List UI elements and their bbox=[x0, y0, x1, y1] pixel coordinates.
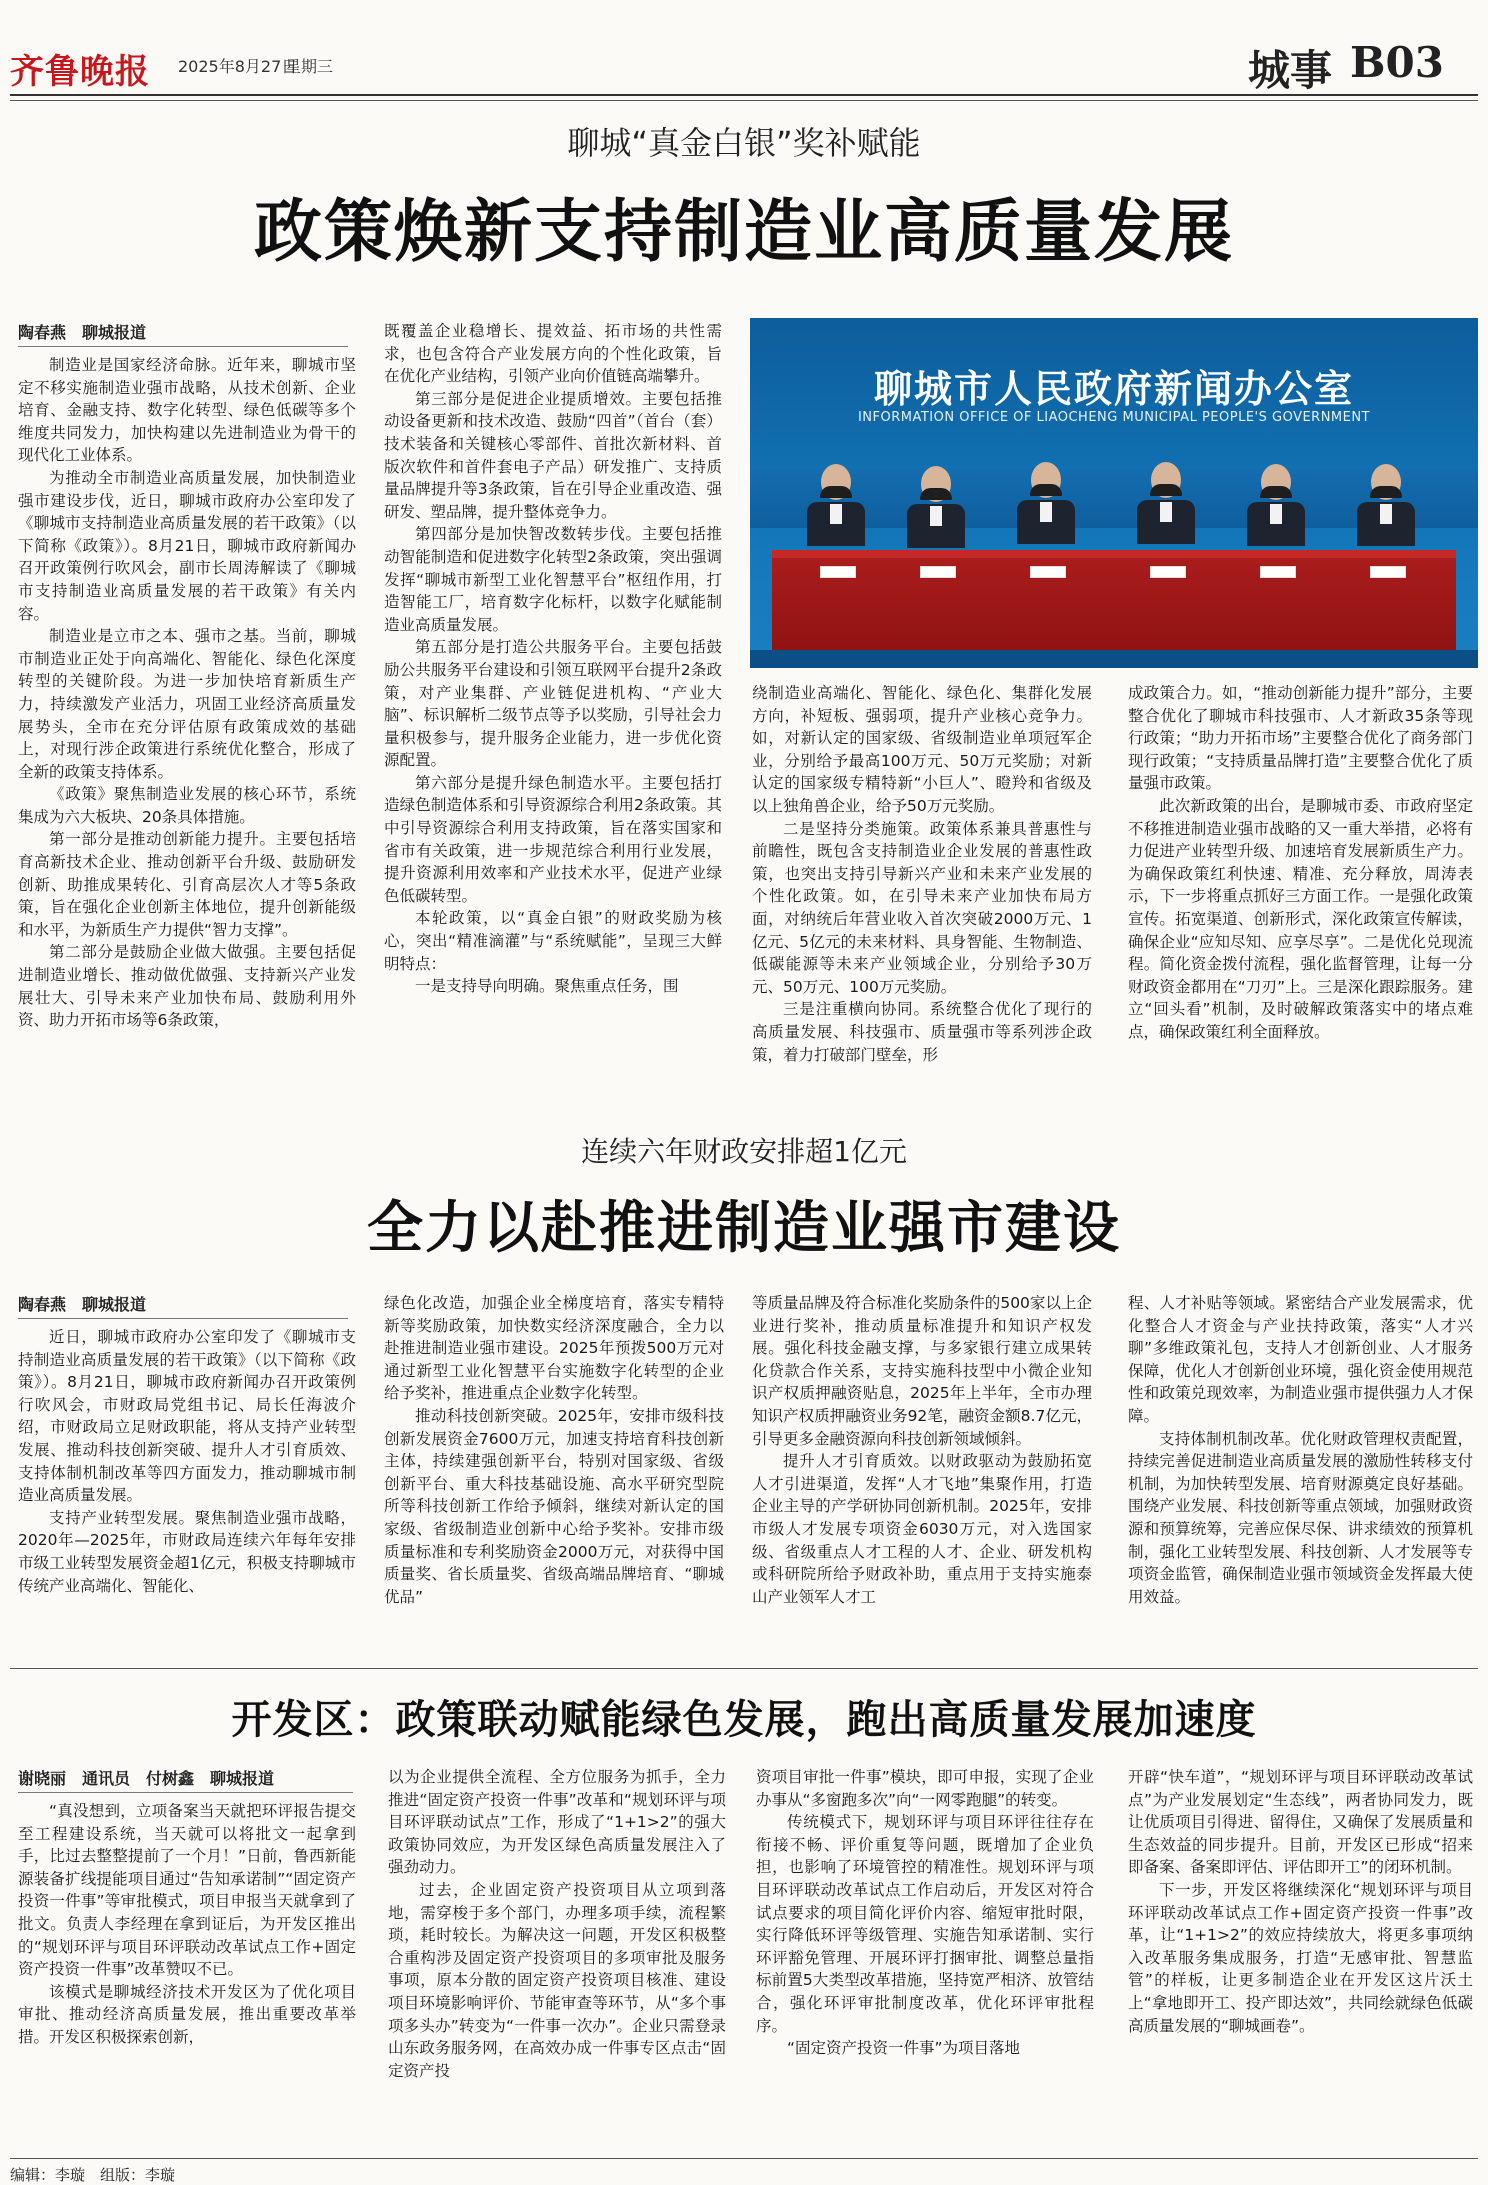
paragraph: 绕制造业高端化、智能化、绿色化、集群化发展方向，补短板、强弱项，提升产业核心竞争力。如，对新认定的国家级、省级制造业单项冠军企业，分别给予最高100万元、50万元奖励；对新认定的国家级专精特新“小巨人”、瞪羚和省级及以上独角兽企业，给予50万元奖励。 bbox=[752, 684, 1092, 815]
name-plate bbox=[820, 566, 856, 578]
name-plate bbox=[1150, 566, 1186, 578]
paragraph: 既覆盖企业稳增长、提效益、拓市场的共性需求，也包含符合产业发展方向的个性化政策，旨在优化产业结构，引领产业向价值链高端攀升。 bbox=[384, 322, 722, 386]
paragraph: 第一部分是推动创新能力提升。主要包括培育高新技术企业、推动创新平台升级、鼓励研发创新、助推成果转化、引育高层次人才等5条政策，旨在强化企业创新主体地位，提升创新能级和水平，为新质生产力提供“智力支撑”。 bbox=[18, 830, 356, 939]
paragraph: 近日，聊城市政府办公室印发了《聊城市支持制造业高质量发展的若干政策》（以下简称《政策》）。8月21日，聊城市政府新闻办召开政策例行吹风会，市财政局党组书记、局长任海波介绍，市财政局立足财政职能，将从支持产业转型发展、推动科技创新突破、提升人才引育质效、支持体制机制改革等四方面发力，推动聊城市制造业高质量发展。 bbox=[18, 1328, 356, 1505]
paragraph: 该模式是聊城经济技术开发区为了优化项目审批、推动经济高质量发展，推出重要改革举措。开发区积极探索创新， bbox=[18, 1982, 356, 2046]
paragraph: 以为企业提供全流程、全方位服务为抓手，全力推进“固定资产投资一件事”改革和“规划环评与项目环评联动试点”工作，形成了“1+1>2”的强大政策协同效应，为开发区绿色高质量发展注入了强劲动力。 bbox=[388, 1768, 726, 1877]
paragraph: 第三部分是促进企业提质增效。主要包括推动设备更新和技术改造、鼓励“四首”（首台（套）技术装备和关键核心零部件、首批次新材料、首版次软件和首件套电子产品）研发推广、支持质量品牌提升等3条政策，旨在引导企业重改造、强研发、塑品牌，提升整体竞争力。 bbox=[384, 389, 722, 521]
speaker-figure bbox=[1140, 484, 1192, 522]
paragraph: 提升人才引育质效。以财政驱动为鼓励拓宽人才引进渠道，发挥“人才飞地”集聚作用，打造企业主导的产学研协同创新机制。2025年，安排市级人才发展专项资金6030万元，对入选国家级、省级重点人才工程的人才、企业、研发机构或科研院所给予财政补助，重点用于支持实施泰山产业领军人才工 bbox=[752, 1452, 1092, 1606]
article3-headline: 开发区：政策联动赋能绿色发展，跑出高质量发展加速度 bbox=[231, 1696, 1257, 1743]
paragraph: 支持产业转型发展。聚焦制造业强市战略，2020年—2025年，市财政局连续六年每年安排市级工业转型发展资金超1亿元，积极支持聊城市传统产业高端化、智能化、 bbox=[18, 1508, 356, 1595]
speaker-figure bbox=[1020, 484, 1072, 522]
paragraph: 过去，企业固定资产投资项目从立项到落地，需穿梭于多个部门，办理多项手续，流程繁琐，耗时较长。为解决这一问题，开发区积极整合重构涉及固定资产投资项目的多项审批及服务事项，原本分散的固定资产投资项目核准、建设项目环境影响评价、节能审查等环节，从“多个事项多头办”转变为“一件事一次办”。企业只需登录山东政务服务网，在高效办成一件事专区点击“固定资产投 bbox=[388, 1880, 726, 2080]
name-plate bbox=[1260, 566, 1296, 578]
article2-byline: 陶春燕 聊城报道 bbox=[18, 1292, 348, 1319]
paragraph: 等质量品牌及符合标准化奖励条件的500家以上企业进行奖补，推动质量标准提升和知识产权发展。强化科技金融支撑，与多家银行建立成果转化贷款合作关系，支持实施科技型中小微企业知识产权质押融资贴息，2025年上半年，全市办理知识产权质押融资业务92笔，融资金额8.7亿元，引导更多金融资源向科技创新领域倾斜。 bbox=[752, 1294, 1092, 1448]
article1-kicker: 聊城“真金白银”奖补赋能 bbox=[567, 124, 921, 162]
article2-column-3 bbox=[752, 1292, 1092, 1654]
name-plate bbox=[1030, 566, 1066, 578]
speaker-figure bbox=[1360, 486, 1412, 524]
photo-banner-title: 聊城市人民政府新闻办公室 bbox=[873, 367, 1354, 411]
article3-column-1 bbox=[18, 1800, 356, 2156]
article1-column-1 bbox=[18, 354, 356, 1116]
paragraph: 本轮政策，以“真金白银”的财政奖励为核心，突出“精准滴灌”与“系统赋能”，呈现三大鲜明特点： bbox=[384, 909, 722, 973]
article3-column-3 bbox=[756, 1766, 1094, 2156]
issue-weekday: 星期三 bbox=[285, 57, 334, 76]
paragraph: 第六部分是提升绿色制造水平。主要包括打造绿色制造体系和引导资源综合利用2条政策。其中引导资源综合利用支持政策，旨在落实国家和省市有关政策，进一步规范综合利用行业发展，提升资源利用效率和产业技术水平，促进产业绿色低碳转型。 bbox=[384, 773, 722, 905]
article2-column-2 bbox=[384, 1292, 724, 1654]
article2-kicker: 连续六年财政安排超1亿元 bbox=[581, 1135, 907, 1168]
editor-credit: 编辑：李璇 组版：李璇 bbox=[10, 2166, 176, 2184]
paragraph: 支持体制机制改革。优化财政管理权责配置，持续完善促进制造业高质量发展的激励性转移支付机制，为加快转型发展、培育财源奠定良好基础。围绕产业发展、科技创新等重点领域，加强财政资源和预算统筹，完善应保尽保、讲求绩效的预算机制，强化工业转型发展、科技创新、人才发展等专项资金监管，确保制造业强市领域资金发挥最大使用效益。 bbox=[1128, 1429, 1473, 1606]
article3-column-4 bbox=[1128, 1766, 1473, 2156]
paragraph: 程、人才补贴等领域。紧密结合产业发展需求，优化整合人才资金与产业扶持政策，落实“人才兴聊”多维政策礼包，支持人才创新创业、人才服务保障，优化人才创新创业环境，强化资金使用规范性和政策兑现效率，为制造业强市提供强力人才保障。 bbox=[1128, 1294, 1473, 1425]
paragraph: 二是坚持分类施策。政策体系兼具普惠性与前瞻性，既包含支持制造业企业发展的普惠性政策，也突出支持引导新兴产业和未来产业发展的个性化政策。如，在引导未来产业加快布局方面，对纳统后年营业收入首次突破2000万元、1亿元、5亿元的未来材料、具身智能、生物制造、低碳能源等未来产业领域企业，分别给予30万元、50万元、100万元奖励。 bbox=[752, 819, 1092, 996]
name-plate bbox=[920, 566, 956, 578]
paragraph: 一是支持导向明确。聚焦重点任务，围 bbox=[415, 977, 679, 996]
paragraph: 第四部分是加快智改数转步伐。主要包括推动智能制造和促进数字化转型2条政策，突出强调发挥“聊城市新型工业化智慧平台”枢纽作用，打造智能工厂，培育数字化标杆，以数字化赋能制造业高质量发展。 bbox=[384, 525, 722, 634]
paragraph: 制造业是国家经济命脉。近年来，聊城市坚定不移实施制造业强市战略，从技术创新、企业培育、金融支持、数字化转型、绿色低碳等多个维度共同发力，加快构建以先进制造业为骨干的现代化工业体系。 bbox=[18, 356, 356, 465]
paragraph: 绿色化改造，加强企业全梯度培育，落实专精特新等奖励政策，加快数实经济深度融合，全力以赴推进制造业强市建设。2025年预拨500万元对通过新型工业化智慧平台实施数字化转型的企业给予奖补，推进重点企业数字化转型。 bbox=[384, 1294, 724, 1403]
paragraph: 制造业是立市之本、强市之基。当前，聊城市制造业正处于向高端化、智能化、绿色化深度转型的关键阶段。为进一步加快培育新质生产力，持续激发产业活力，巩固工业经济高质量发展势头，全市在充分评估原有政策成效的基础上，对现行涉企政策进行系统优化整合，形成了全新的政策支持体系。 bbox=[18, 627, 356, 781]
newspaper-masthead: 齐鲁晚报 bbox=[10, 52, 150, 92]
article3-column-2 bbox=[388, 1766, 726, 2156]
paragraph: 《政策》聚焦制造业发展的核心环节，系统集成为六大板块、20条具体措施。 bbox=[18, 785, 356, 826]
article1-column-3 bbox=[752, 682, 1092, 1116]
speaker-figure bbox=[810, 486, 862, 524]
article2-headline: 全力以赴推进制造业强市建设 bbox=[367, 1195, 1121, 1261]
paragraph: 成政策合力。如，“推动创新能力提升”部分，主要整合优化了聊城市科技强市、人才新政35条等现行政策；“助力开拓市场”主要整合优化了商务部门现行政策；“支持质量品牌打造”主要整合优化了质量强市政策。 bbox=[1128, 684, 1473, 793]
paragraph: 此次新政策的出台，是聊城市委、市政府坚定不移推进制造业强市战略的又一重大举措，必将有力促进产业转型升级、加速培育发展新质生产力。为确保政策红利快速、精准、充分释放，周涛表示，下一步将重点抓好三方面工作。一是强化政策宣传。拓宽渠道、创新形式，深化政策宣传解读，确保企业“应知尽知、应享尽享”。二是优化兑现流程。简化资金拨付流程，强化监督管理，让每一分财政资金都用在“刀刃”上。三是深化跟踪服务。建立“回头看”机制，及时破解政策落实中的堵点难点，确保政策红利全面释放。 bbox=[1128, 796, 1473, 1041]
article1-column-2 bbox=[384, 320, 722, 1116]
masthead-divider-thin bbox=[10, 100, 1478, 101]
section-name: 城事 bbox=[1248, 46, 1333, 95]
paragraph: 第二部分是鼓励企业做大做强。主要包括促进制造业增长、推动做优做强、支持新兴产业发展壮大、引导未来产业加快布局、鼓励利用外资、助力开拓市场等6条政策， bbox=[18, 943, 356, 1030]
article1-byline: 陶春燕 聊城报道 bbox=[18, 320, 348, 347]
press-conference-photo bbox=[750, 318, 1478, 668]
paragraph: 资项目审批一件事”模块，即可申报，实现了企业办事从“多窗跑多次”向“一网零跑腿”的转变。 bbox=[756, 1768, 1094, 1809]
paragraph: 推动科技创新突破。2025年，安排市级科技创新发展资金7600万元，加速支持培育科技创新主体，持续建强创新平台，特别对国家级、省级创新平台、重大科技基础设施、高水平研究型院所等科技创新工作给予倾斜，继续对新认定的国家级、省级制造业创新中心给予奖补。安排市级质量标准和专利奖励资金2000万元，对获得中国质量奖、省长质量奖、省级高端品牌培育、“聊城优品” bbox=[384, 1406, 724, 1606]
paragraph: “固定资产投资一件事”为项目落地 bbox=[787, 2039, 1021, 2058]
issue-date: 2025年8月27日 bbox=[178, 57, 298, 76]
photo-banner-subtitle: INFORMATION OFFICE OF LIAOCHENG MUNICIPAL PEOPLE'S GOVERNMENT bbox=[857, 410, 1371, 425]
paragraph: 第五部分是打造公共服务平台。主要包括鼓励公共服务平台建设和引领互联网平台提升2条政策，对产业集群、产业链促进机构、“产业大脑”、标识解析二级节点等予以奖励，引导社会力量积极参与，提升服务企业能力，进一步优化资源配置。 bbox=[384, 638, 722, 770]
article1-headline: 政策焕新支持制造业高质量发展 bbox=[253, 192, 1234, 272]
article1-column-4 bbox=[1128, 682, 1473, 1116]
article2-column-4 bbox=[1128, 1292, 1473, 1654]
page-number: B03 bbox=[1350, 38, 1444, 87]
paragraph: 三是注重横向协同。系统整合优化了现行的高质量发展、科技强市、质量强市等系列涉企政策，着力打破部门壁垒，形 bbox=[752, 1000, 1092, 1064]
speaker-figure bbox=[1250, 486, 1302, 524]
conference-table bbox=[772, 550, 1456, 658]
speaker-figure bbox=[910, 488, 962, 526]
paragraph: 为推动全市制造业高质量发展，加快制造业强市建设步伐，近日，聊城市政府办公室印发了《聊城市支持制造业高质量发展的若干政策》（以下简称《政策》）。8月21日，聊城市政府新闻办召开政策例行吹风会，副市长周涛解读了《聊城市支持制造业高质量发展的若干政策》有关内容。 bbox=[18, 468, 356, 623]
article2-column-1 bbox=[18, 1326, 356, 1654]
paragraph: 传统模式下，规划环评与项目环评往往存在衔接不畅、评价重复等问题，既增加了企业负担，也影响了环境管控的精准性。规划环评与项目环评联动改革试点工作启动后，开发区对符合试点要求的项目简化评价内容、缩短审批时限，实行降低环评等级管理、实施告知承诺制、实行环评豁免管理、开展环评打捆审批、调整总量指标前置5大类型改革措施，坚持宽严相济、放管结合，强化环评审批制度改革，优化环评审批程序。 bbox=[756, 1813, 1094, 2035]
section-divider bbox=[10, 1668, 1478, 1669]
stage-floor bbox=[750, 650, 1478, 668]
paragraph: “真没想到，立项备案当天就把环评报告提交至工程建设系统，当天就可以将批文一起拿到手，比过去整整提前了一个月！”日前，鲁西新能源装备扩线提能项目通过“告知承诺制”“固定资产投资一件事”等审批模式，项目申报当天就拿到了批文。负责人李经理在拿到证后，为开发区推出的“规划环评与项目环评联动改革试点工作+固定资产投资一件事”改革赞叹不已。 bbox=[18, 1802, 356, 1979]
footer-divider bbox=[10, 2158, 1478, 2159]
article3-byline: 谢晓丽 通讯员 付树鑫 聊城报道 bbox=[18, 1766, 353, 1793]
paragraph: 下一步，开发区将继续深化“规划环评与项目环评联动改革试点工作+固定资产投资一件事”改革，让“1+1>2”的效应持续放大，将更多事项纳入改革服务集成服务，打造“无感审批、智慧监管”的样板，让更多制造企业在开发区这片沃土上“拿地即开工、投产即达效”，共同绘就绿色低碳高质量发展的“聊城画卷”。 bbox=[1128, 1880, 1473, 2035]
masthead-divider bbox=[10, 94, 1478, 96]
name-plate bbox=[1370, 566, 1406, 578]
paragraph: 开辟“快车道”，“规划环评与项目环评联动改革试点”为产业发展划定“生态线”，两者协同发力，既让优质项目引得进、留得住，又确保了发展质量和生态效益的同步提升。目前，开发区已形成“招来即备案、备案即评估、评估即开工”的闭环机制。 bbox=[1128, 1768, 1473, 1877]
